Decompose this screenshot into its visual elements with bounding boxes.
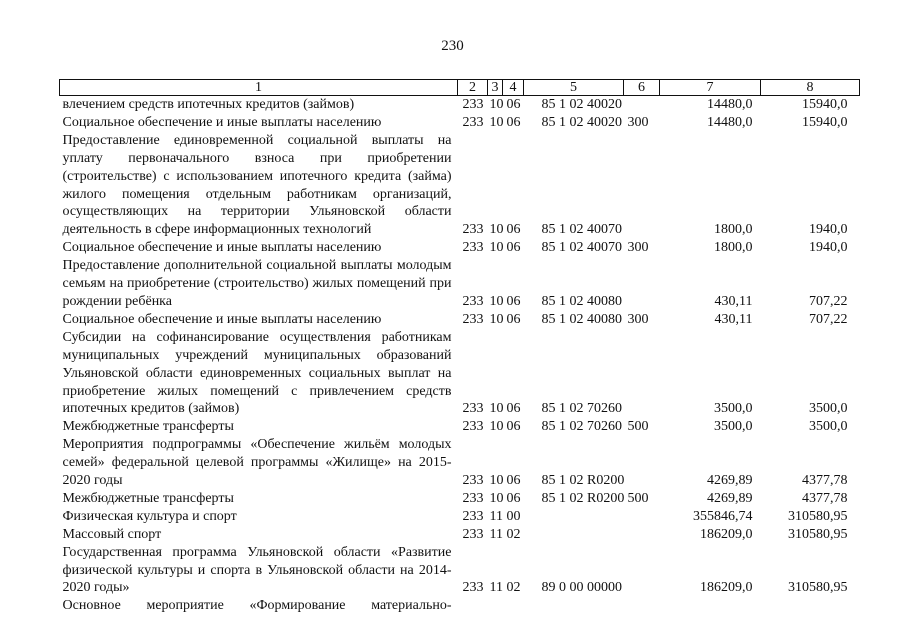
budget-table <box>59 79 860 615</box>
column-header-8: 8 <box>761 80 860 96</box>
row-code-vr-cell <box>624 257 660 311</box>
column-header-7: 7 <box>660 80 761 96</box>
row-code-gr-cell: 233 <box>462 508 484 524</box>
row-code-rz-cell: 10 <box>489 114 504 130</box>
row-code-pr-cell: 06 <box>506 222 521 238</box>
row-code-vr-cell: 300 <box>627 240 649 256</box>
row-code-csr-cell <box>524 597 624 615</box>
page-number: 230 <box>441 38 464 54</box>
table-row <box>60 311 860 329</box>
row-code-csr-cell <box>524 508 624 526</box>
row-code-csr-cell: 85 1 02 40070 <box>541 222 622 238</box>
row-name-cell: Социальное обеспечение и иные выплаты населению <box>62 311 382 327</box>
row-amount-year2-cell: 4377,78 <box>802 490 848 506</box>
row-name-cell: Межбюджетные трансферты <box>62 490 234 506</box>
row-code-pr-cell: 00 <box>506 508 521 524</box>
row-code-vr-cell <box>624 544 660 598</box>
row-code-csr-cell <box>524 526 624 544</box>
row-amount-year2-cell: 1940,0 <box>809 240 848 256</box>
row-code-csr-cell: 85 1 02 R0200 <box>541 490 625 506</box>
row-code-pr-cell: 06 <box>506 473 521 489</box>
row-name-cell: Межбюджетные трансферты <box>62 419 234 435</box>
row-amount-year2-cell: 707,22 <box>809 293 848 309</box>
row-name-cell: Государственная программа Ульяновской области «Развитие физической культуры и спорта в Ульяновской области на 2014-2020 годы» <box>62 544 452 596</box>
row-code-rz-cell: 10 <box>489 311 504 327</box>
row-code-pr-cell: 02 <box>506 526 521 542</box>
row-code-csr-cell: 85 1 02 40020 <box>541 97 622 112</box>
table-row <box>60 96 860 114</box>
row-code-csr-cell: 85 1 02 R0200 <box>541 473 625 489</box>
row-code-csr-cell: 85 1 02 40080 <box>541 293 622 309</box>
row-code-csr-cell: 85 1 02 70260 <box>541 401 622 417</box>
table-row <box>60 544 860 598</box>
row-amount-year1-cell: 4269,89 <box>707 473 753 489</box>
row-amount-year1-cell: 355846,74 <box>693 508 753 524</box>
row-name-cell: влечением средств ипотечных кредитов (займов) <box>62 97 355 112</box>
row-code-pr-cell: 06 <box>506 114 521 130</box>
row-code-vr-cell <box>624 597 660 615</box>
row-code-rz-cell: 10 <box>489 240 504 256</box>
row-name-cell: Предоставление дополнительной социальной выплаты молодым семьям на приобретение (строительство) жилых помещений при рождении ребёнка <box>62 258 452 309</box>
row-code-rz-cell: 11 <box>489 508 503 524</box>
row-code-csr-cell: 85 1 02 40080 <box>541 311 622 327</box>
row-code-rz-cell: 10 <box>489 97 504 112</box>
table-row <box>60 597 860 615</box>
row-name-cell: Социальное обеспечение и иные выплаты населению <box>62 240 382 256</box>
row-code-gr-cell: 233 <box>462 526 484 542</box>
row-amount-year1-cell: 186209,0 <box>700 580 753 596</box>
table-row <box>60 239 860 257</box>
row-amount-year1-cell <box>660 597 761 615</box>
row-code-rz-cell: 10 <box>489 401 504 417</box>
row-amount-year2-cell: 310580,95 <box>788 526 848 542</box>
row-amount-year1-cell: 430,11 <box>714 293 753 309</box>
column-header-6: 6 <box>624 80 660 96</box>
row-code-gr-cell: 233 <box>462 490 484 506</box>
table-row <box>60 132 860 239</box>
row-code-csr-cell: 85 1 02 40070 <box>541 240 622 256</box>
table-row <box>60 257 860 311</box>
row-amount-year2-cell: 1940,0 <box>809 222 848 238</box>
row-code-vr-cell: 300 <box>627 311 649 327</box>
row-code-gr-cell: 233 <box>462 97 484 112</box>
row-code-pr-cell: 06 <box>506 240 521 256</box>
row-code-pr-cell <box>503 597 524 615</box>
row-name-cell: Субсидии на софинансирование осуществления работникам муниципальных учреждений муниципальных образований Ульяновской области единовременных социальных выплат на приобретение жилых помещений с привлечением средств ипотечных кредитов (займов) <box>62 329 452 417</box>
row-amount-year2-cell: 3500,0 <box>809 419 848 435</box>
row-code-vr-cell <box>624 329 660 419</box>
column-header-1: 1 <box>60 80 458 96</box>
row-name-cell: Массовый спорт <box>62 526 162 542</box>
row-amount-year2-cell: 15940,0 <box>802 114 848 130</box>
row-code-gr-cell <box>458 597 488 615</box>
row-code-gr-cell: 233 <box>462 580 484 596</box>
row-amount-year2-cell: 310580,95 <box>788 580 848 596</box>
table-row <box>60 436 860 490</box>
row-code-gr-cell: 233 <box>462 293 484 309</box>
row-code-rz-cell: 10 <box>489 419 504 435</box>
row-code-vr-cell <box>624 96 660 114</box>
column-header-3: 3 <box>488 80 503 96</box>
row-code-vr-cell: 300 <box>627 114 649 130</box>
table-row <box>60 526 860 544</box>
column-header-2: 2 <box>458 80 488 96</box>
row-amount-year1-cell: 14480,0 <box>707 97 753 112</box>
row-code-vr-cell: 500 <box>627 490 649 506</box>
row-code-pr-cell: 06 <box>506 490 521 506</box>
row-code-gr-cell: 233 <box>462 240 484 256</box>
row-amount-year1-cell: 1800,0 <box>714 240 753 256</box>
row-code-pr-cell: 06 <box>506 401 521 417</box>
row-code-rz-cell: 10 <box>489 490 504 506</box>
table-body <box>60 96 860 616</box>
row-amount-year1-cell: 3500,0 <box>714 419 753 435</box>
row-code-vr-cell <box>624 436 660 490</box>
row-name-cell: Социальное обеспечение и иные выплаты населению <box>62 114 382 130</box>
row-code-gr-cell: 233 <box>462 114 484 130</box>
row-code-csr-cell: 85 1 02 40020 <box>541 114 622 130</box>
row-code-gr-cell: 233 <box>462 473 484 489</box>
table-row <box>60 418 860 436</box>
row-amount-year2-cell: 3500,0 <box>809 401 848 417</box>
column-header-5: 5 <box>524 80 624 96</box>
row-code-pr-cell: 06 <box>506 97 521 112</box>
row-amount-year1-cell: 14480,0 <box>707 114 753 130</box>
row-code-vr-cell: 500 <box>627 419 649 435</box>
row-code-pr-cell: 06 <box>506 293 521 309</box>
column-header-4: 4 <box>503 80 524 96</box>
table-row <box>60 114 860 132</box>
row-code-csr-cell: 85 1 02 70260 <box>541 419 622 435</box>
row-code-gr-cell: 233 <box>462 311 484 327</box>
row-code-pr-cell: 02 <box>506 580 521 596</box>
row-name-cell: Основное мероприятие «Формирование материально- <box>62 598 452 614</box>
row-code-gr-cell: 233 <box>462 401 484 417</box>
table-header-row <box>60 80 860 96</box>
row-amount-year2-cell: 15940,0 <box>802 97 848 112</box>
table-row <box>60 490 860 508</box>
row-code-rz-cell <box>488 597 503 615</box>
row-code-pr-cell: 06 <box>506 311 521 327</box>
row-code-rz-cell: 11 <box>489 580 503 596</box>
row-code-gr-cell: 233 <box>462 419 484 435</box>
row-code-rz-cell: 10 <box>489 293 504 309</box>
row-code-rz-cell: 11 <box>489 526 503 542</box>
row-code-rz-cell: 10 <box>489 473 504 489</box>
row-amount-year2-cell <box>761 597 860 615</box>
row-amount-year1-cell: 3500,0 <box>714 401 753 417</box>
row-amount-year2-cell: 707,22 <box>809 311 848 327</box>
row-code-vr-cell <box>624 132 660 239</box>
table-row <box>60 329 860 419</box>
row-code-pr-cell: 06 <box>506 419 521 435</box>
row-code-gr-cell: 233 <box>462 222 484 238</box>
row-amount-year2-cell: 310580,95 <box>788 508 848 524</box>
table-row <box>60 508 860 526</box>
row-code-csr-cell: 89 0 00 00000 <box>541 580 622 596</box>
row-amount-year1-cell: 4269,89 <box>707 490 753 506</box>
row-name-cell: Мероприятия подпрограммы «Обеспечение жильём молодых семей» федеральной целевой программы «Жилище» на 2015-2020 годы <box>62 437 452 489</box>
row-code-vr-cell <box>624 526 660 544</box>
row-amount-year1-cell: 186209,0 <box>700 526 753 542</box>
row-name-cell: Физическая культура и спорт <box>62 508 237 524</box>
row-code-vr-cell <box>624 508 660 526</box>
row-name-cell: Предоставление единовременной социальной выплаты на уплату первоначального взноса при приобретении (строительстве) с использованием ипотечного кредита (займа) жилого помещения отдельным работникам организаций, осуществляющих на территории Ульяновской области деятельность в сфере информационных технологий <box>62 132 452 238</box>
row-amount-year1-cell: 430,11 <box>714 311 753 327</box>
row-code-rz-cell: 10 <box>489 222 504 238</box>
row-amount-year2-cell: 4377,78 <box>802 473 848 489</box>
row-amount-year1-cell: 1800,0 <box>714 222 753 238</box>
